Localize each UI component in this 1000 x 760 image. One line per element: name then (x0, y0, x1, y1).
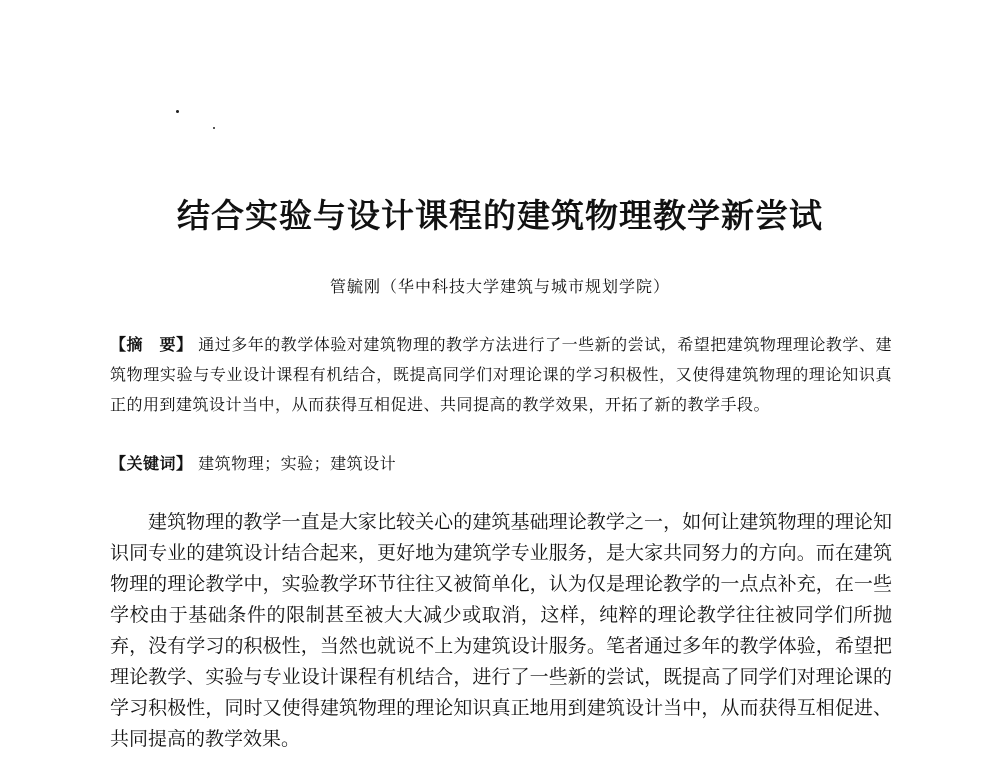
author-affiliation: 管毓刚（华中科技大学建筑与城市规划学院） (329, 277, 670, 296)
abstract (110, 330, 892, 420)
scan-speck (176, 110, 179, 113)
abstract-label: 【摘 要】 (110, 335, 193, 354)
scan-speck (213, 127, 215, 129)
body-paragraph: 建筑物理的教学一直是大家比较关心的建筑基础理论教学之一，如何让建筑物理的理论知识同专业的建筑设计结合起来，更好地为建筑学专业服务，是大家共同努力的方向。而在建筑物理的理论教学中，实验教学环节往往又被简单化，认为仅是理论教学的一点点补充，在一些学校由于基础条件的限制甚至被大大减少或取消，这样，纯粹的理论教学往往被同学们所抛弃，没有学习的积极性，当然也就说不上为建筑设计服务。笔者通过多年的教学体验，希望把理论教学、实验与专业设计课程有机结合，进行了一些新的尝试，既提高了同学们对理论课的学习积极性，同时又使得建筑物理的理论知识真正地用到建筑设计当中，从而获得互相促进、共同提高的教学效果。 (110, 511, 892, 750)
abstract-text: 通过多年的教学体验对建筑物理的教学方法进行了一些新的尝试，希望把建筑物理理论教学、建筑物理实验与专业设计课程有机结合，既提高同学们对理论课的学习积极性，又使得建筑物理的理论知识真正的用到建筑设计当中，从而获得互相促进、共同提高的教学效果，开拓了新的教学手段。 (110, 335, 892, 414)
keywords-text: 建筑物理；实验；建筑设计 (198, 454, 397, 473)
paper-title: 结合实验与设计课程的建筑物理教学新尝试 (177, 196, 823, 235)
keywords (110, 449, 892, 479)
keywords-label: 【关键词】 (110, 454, 193, 473)
